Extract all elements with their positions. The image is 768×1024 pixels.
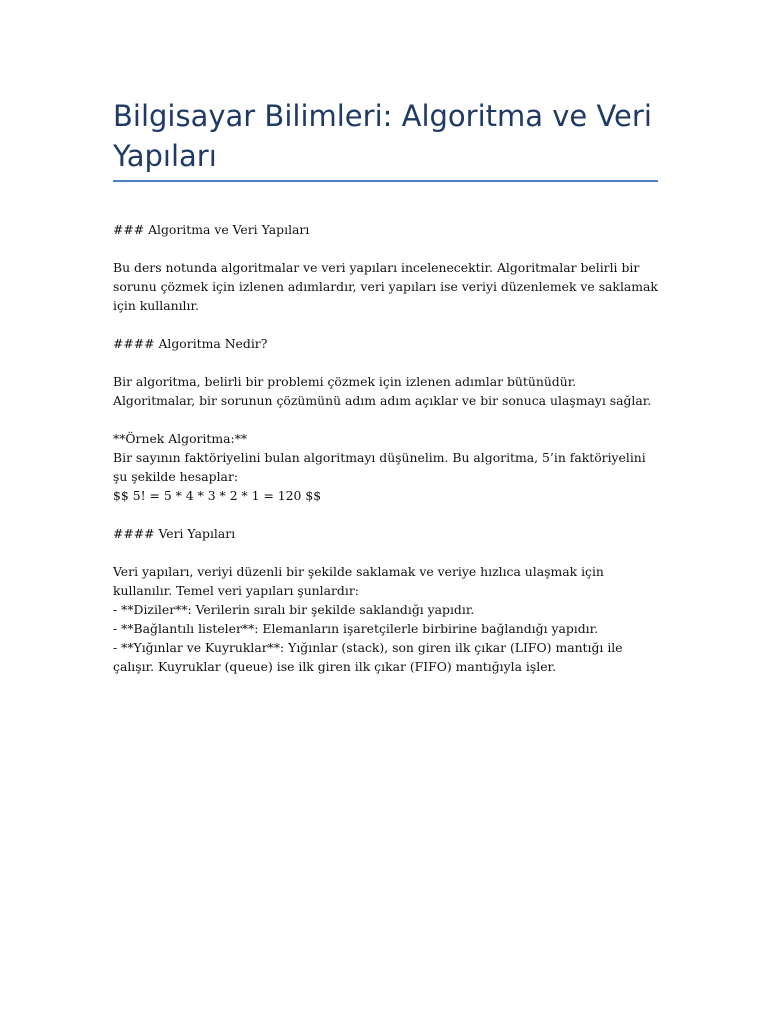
list-item: - **Bağlantılı listeler**: Elemanların işaretçilerle birbirine bağlandığı yapıdır. — [113, 621, 599, 636]
list-item: - **Diziler**: Verilerin sıralı bir şekilde saklandığı yapıdır. — [113, 602, 475, 617]
structures-block — [113, 562, 658, 676]
document-page — [113, 96, 658, 695]
intro-paragraph: Bu ders notunda algoritmalar ve veri yapıları incelenecektir. Algoritmalar belirli bir sorunu çözmek için izlenen adımlardır, veri yapıları ise veriyi düzenlemek ve saklamak için kullanılır. — [113, 260, 658, 313]
heading-main: ### Algoritma ve Veri Yapıları — [113, 222, 310, 237]
example-block — [113, 429, 658, 505]
heading-structures: #### Veri Yapıları — [113, 526, 236, 541]
algorithm-paragraph: Bir algoritma, belirli bir problemi çözmek için izlenen adımlar bütünüdür. Algoritmalar, bir sorunun çözümünü adım adım açıklar ve bir sonuca ulaşmayı sağlar. — [113, 374, 652, 408]
example-label: **Örnek Algoritma:** — [113, 431, 248, 446]
document-title: Bilgisayar Bilimleri: Algoritma ve Veri Yapıları — [113, 96, 658, 182]
example-formula: $$ 5! = 5 * 4 * 3 * 2 * 1 = 120 $$ — [113, 488, 322, 503]
document-body — [113, 220, 658, 676]
list-item: - **Yığınlar ve Kuyruklar**: Yığınlar (stack), son giren ilk çıkar (LIFO) mantığı ile çalışır. Kuyruklar (queue) ise ilk giren ilk çıkar (FIFO) mantığıyla işler. — [113, 640, 623, 674]
structures-intro: Veri yapıları, veriyi düzenli bir şekilde saklamak ve veriye hızlıca ulaşmak için kullanılır. Temel veri yapıları şunlardır: — [113, 564, 604, 598]
example-text: Bir sayının faktöriyelini bulan algoritmayı düşünelim. Bu algoritma, 5’in faktöriyelini şu şekilde hesaplar: — [113, 450, 646, 484]
heading-algorithm: #### Algoritma Nedir? — [113, 336, 268, 351]
